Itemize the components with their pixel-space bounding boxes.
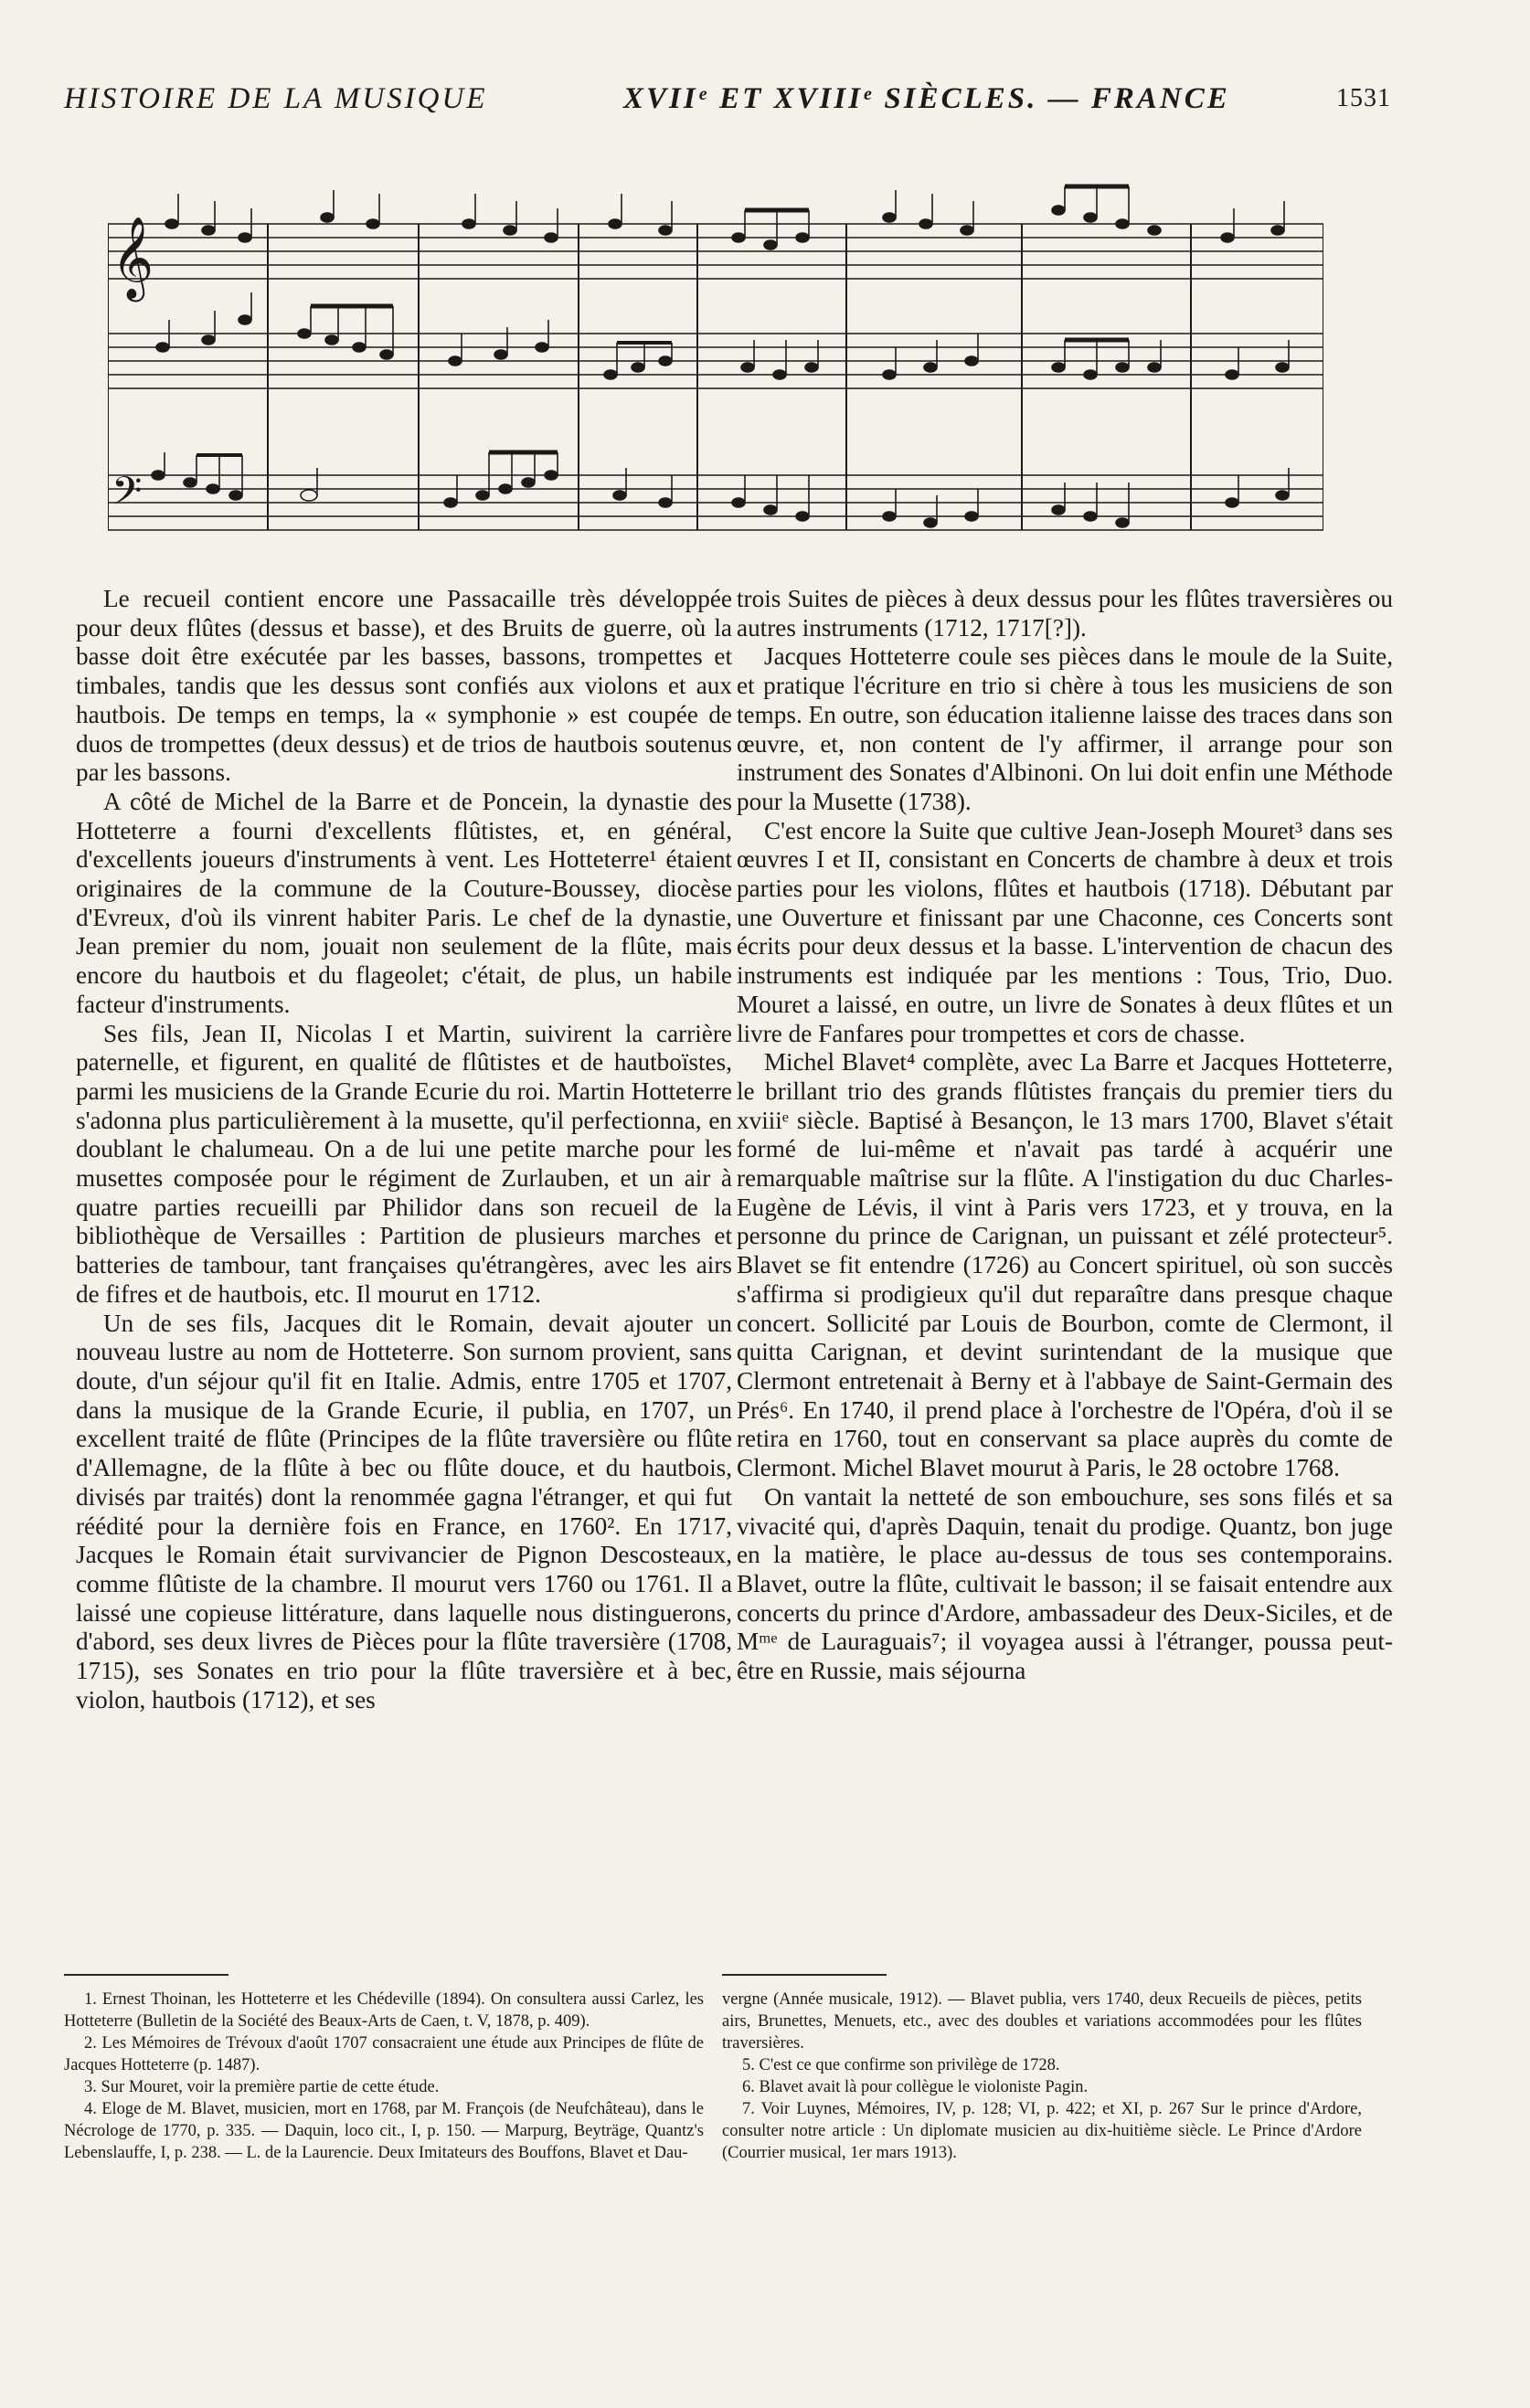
footnote: 3. Sur Mouret, voir la première partie de cette étude. [84, 2078, 440, 2096]
header-title: HISTOIRE DE LA MUSIQUE [64, 82, 488, 115]
staff-treble-1 [108, 224, 1323, 279]
paragraph: Un de ses fils, Jacques dit le Romain, devait ajouter un nouveau lustre au nom de Hotteterre. Son surnom provient, sans doute, d'un séjour qu'il fit en Italie. Admis, entre 1705 et 1707, dans la musique de la Grande Ecurie, il publia, en 1707, un excellent traité de flûte (Principes de la flûte traversière ou flûte d'Allemagne, de la flûte à bec ou flûte douce, et du hautbois, divisés par traités) dont la renommée gagna l'étranger, et qui fut réédité pour la dernière fois en France, en 1760². En 1717, Jacques le Romain était survivancier de Pignon Descosteaux, comme flûtiste de la chambre. Il mourut vers 1760 ou 1761. Il a laissé une copieuse littérature, dans laquelle nous distinguerons, d'abord, ses deux livres de Pièces pour la flûte traversière (1708, 1715), ses Sonates en trio pour la flûte traversière et à bec, violon, hautbois (1712), et ses [76, 1309, 732, 1713]
left-column [76, 585, 732, 1714]
footnote: 6. Blavet avait là pour collègue le violoniste Pagin. [742, 2078, 1089, 2096]
paragraph: Le recueil contient encore une Passacaille très développée pour deux flûtes (dessus et basse), et des Bruits de guerre, où la basse doit être exécutée par les basses, bassons, trompettes et timbales, tandis que les dessus sont confiés aux violons et aux hautbois. De temps en temps, la « symphonie » est coupée de duos de trompettes (deux dessus) et de trios de hautbois soutenus par les bassons. [76, 585, 732, 787]
bass-clef: 𝄢 [112, 469, 143, 524]
footnote: 4. Eloge de M. Blavet, musicien, mort en 1768, par M. François (de Neufchâteau), dans le Nécrologe de 1770, p. 335. — Daquin, loco cit., I, p. 150. — Marpurg, Beyträge, Quantz's Lebenslauffe, I, p. 238. — L. de la Laurencie. Deux Imitateurs des Bouffons, Blavet et Dau- [64, 2100, 704, 2162]
treble-clef-1: 𝄞 [112, 217, 154, 299]
header-period: XVIIᵉ ET XVIIIᵉ SIÈCLES. — FRANCE [623, 82, 1230, 115]
staff-treble-2 [108, 334, 1323, 388]
footnote: 7. Voir Luynes, Mémoires, IV, p. 128; VI, p. 422; et XI, p. 267 Sur le prince d'Ardore, consulter notre article : Un diplomate musicien au dix-huitième siècle. Le Prince d'Ardore (Courrier musical, 1er mars 1913). [722, 2100, 1362, 2162]
footnote-rule [64, 1974, 228, 1976]
paragraph: Michel Blavet⁴ complète, avec La Barre et Jacques Hotteterre, le brillant trio des grands flûtistes français du premier tiers du xviiiᵉ siècle. Baptisé à Besançon, le 13 mars 1700, Blavet s'était formé de lui-même et n'avait pas tardé à acquérir une remarquable maîtrise sur la flûte. A l'instigation du duc Charles-Eugène de Lévis, il vint à Paris vers 1723, et y trouva, en la personne du prince de Carignan, un puissant et zélé protecteur⁵. Blavet se fit entendre (1726) au Concert spirituel, où son succès s'affirma si prodigieux qu'il dut reparaître dans presque chaque concert. Sollicité par Louis de Bourbon, comte de Clermont, il quitta Carignan, et devint surintendant de la musique que Clermont entretenait à Berny et à l'abbaye de Saint-Germain des Prés⁶. En 1740, il prend place à l'orchestre de l'Opéra, d'où il se retira en 1760, tout en conservant sa place auprès du comte de Clermont. Michel Blavet mourut à Paris, le 28 octobre 1768. [737, 1048, 1393, 1482]
footnote: 1. Ernest Thoinan, les Hotteterre et les Chédeville (1894). On consultera aussi Carlez, les Hotteterre (Bulletin de la Société des Beaux-Arts de Caen, t. V, 1878, p. 409). [64, 1990, 704, 2031]
footnote-rule [722, 1974, 887, 1976]
paragraph: A côté de Michel de la Barre et de Poncein, la dynastie des Hotteterre a fourni d'excellents flûtistes, et, en général, d'excellents joueurs d'instruments à vent. Les Hotteterre¹ étaient originaires de la commune de la Couture-Boussey, diocèse d'Evreux, d'où ils vinrent habiter Paris. Le chef de la dynastie, Jean premier du nom, jouait non seulement de la flûte, mais encore du hautbois et du flageolet; c'était, de plus, un habile facteur d'instruments. [76, 787, 732, 1018]
footnotes-left [64, 1989, 704, 2164]
footnote: vergne (Année musicale, 1912). — Blavet publia, vers 1740, deux Recueils de pièces, petits airs, Brunettes, Menuets, etc., avec des doubles et variations accommodées pour les flûtes traversières. [722, 1990, 1362, 2053]
staff-bass [108, 475, 1323, 530]
paragraph: Ses fils, Jean II, Nicolas I et Martin, suivirent la carrière paternelle, et figurent, en qualité de flûtistes et de hautboïstes, parmi les musiciens de la Grande Ecurie du roi. Martin Hotteterre s'adonna plus particulièrement à la musette, qu'il perfectionna, en doublant le chalumeau. On a de lui une petite marche pour les musettes composée pour le régiment de Zurlauben, et un air à quatre parties recueilli par Philidor dans son recueil de la bibliothèque de Versailles : Partition de plusieurs marches et batteries de tambour, tant françaises qu'étrangères, avec les airs de fifres et de hautbois, etc. Il mourut en 1712. [76, 1019, 732, 1308]
footnotes-right [722, 1989, 1362, 2164]
paragraph: On vantait la netteté de son embouchure, ses sons filés et sa vivacité qui, d'après Daquin, tenait du prodige. Quantz, bon juge en la matière, le place au-dessus de tous ses contemporains. Blavet, outre la flûte, cultivait le basson; il se faisait entendre aux concerts du prince d'Ardore, ambassadeur des Deux-Siciles, et de Mᵐᵉ de Lauraguais⁷; il voyagea aussi à l'étranger, poussa peut-être en Russie, mais séjourna [737, 1482, 1393, 1685]
paragraph: trois Suites de pièces à deux dessus pour les flûtes traversières ou autres instruments (1712, 1717[?]). [737, 585, 1393, 642]
footnote: 2. Les Mémoires de Trévoux d'août 1707 consacraient une étude aux Principes de flûte de Jacques Hotteterre (p. 1487). [64, 2034, 704, 2074]
running-header [64, 82, 1391, 122]
page-number: 1531 [1336, 84, 1391, 112]
paragraph: C'est encore la Suite que cultive Jean-Joseph Mouret³ dans ses œuvres I et II, consistant en Concerts de chambre à deux et trois parties pour les violons, flûtes et hautbois (1718). Débutant par une Ouverture et finissant par une Chaconne, ces Concerts sont écrits pour deux dessus et la basse. L'intervention de chacun des instruments est indiquée par les mentions : Tous, Trio, Duo. Mouret a laissé, en outre, un livre de Sonates à deux flûtes et un livre de Fanfares pour trompettes et cors de chasse. [737, 816, 1393, 1047]
footnote: 5. C'est ce que confirme son privilège de 1728. [742, 2056, 1060, 2074]
music-score [108, 183, 1323, 548]
paragraph: Jacques Hotteterre coule ses pièces dans le moule de la Suite, et pratique l'écriture en trio si chère à tous les musiciens de son temps. En outre, son éducation italienne laisse des traces dans son œuvre, et, non content de l'y affirmer, il arrange pour son instrument des Sonates d'Albinoni. On lui doit enfin une Méthode pour la Musette (1738). [737, 642, 1393, 815]
right-column [737, 585, 1393, 1686]
